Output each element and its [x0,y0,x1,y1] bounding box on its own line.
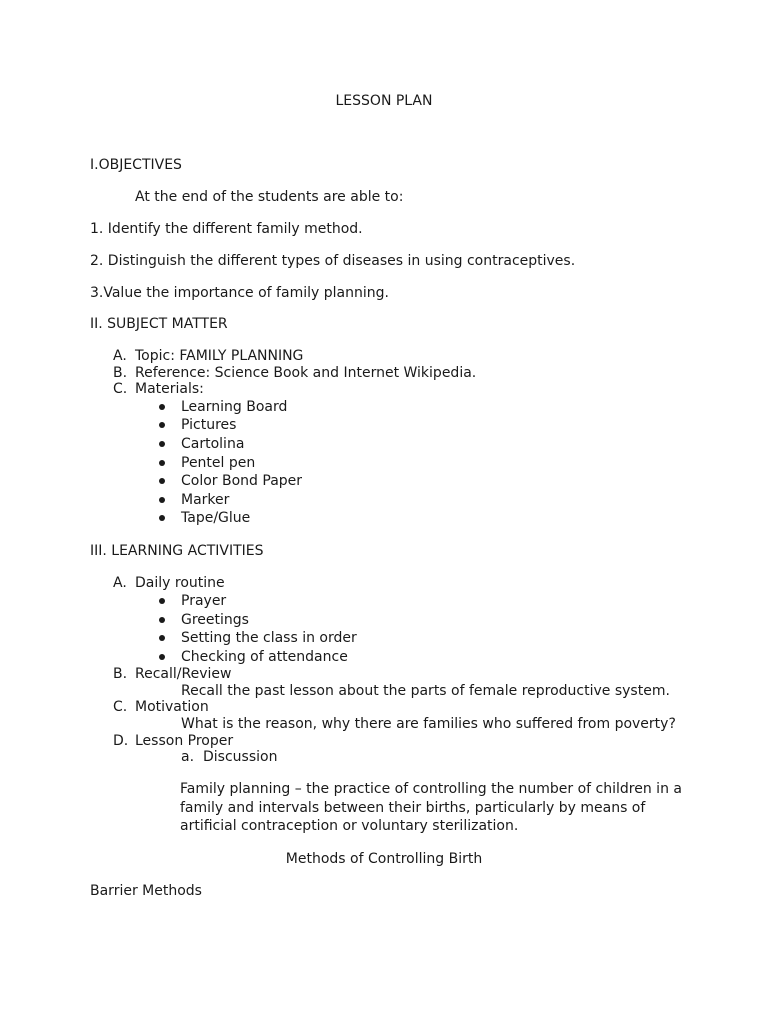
objective-item-2: 2. Distinguish the different types of diseases in using contraceptives. [90,253,576,269]
document-title: LESSON PLAN [335,93,433,109]
reference-line: Reference: Science Book and Internet Wikipedia. [135,365,477,381]
bullet-icon [159,515,165,521]
bullet-icon [159,617,165,623]
bullet-icon [159,460,165,466]
methods-heading: Methods of Controlling Birth [285,851,483,867]
material-item: Pictures [181,417,237,433]
discussion-label: Discussion [203,749,278,765]
recall-review-text: Recall the past lesson about the parts of female reproductive system. [181,683,670,699]
bullet-icon [159,441,165,447]
motivation-label: Motivation [135,699,209,715]
motivation-text: What is the reason, why there are families who suffered from poverty? [181,716,676,732]
subject-matter-heading: II. SUBJECT MATTER [90,316,228,332]
bullet-icon [159,404,165,410]
bullet-icon [159,654,165,660]
bullet-icon [159,598,165,604]
list-marker: B. [113,666,128,682]
objectives-intro: At the end of the students are able to: [135,189,404,205]
topic-line: Topic: FAMILY PLANNING [135,348,304,364]
list-marker: B. [113,365,128,381]
material-item: Learning Board [181,399,288,415]
daily-routine-label: Daily routine [135,575,225,591]
lesson-proper-label: Lesson Proper [135,733,234,749]
routine-item: Checking of attendance [181,649,348,665]
objective-item-1: 1. Identify the different family method. [90,221,363,237]
list-marker: C. [113,381,128,397]
routine-item: Prayer [181,593,227,609]
list-marker: D. [113,733,129,749]
material-item: Cartolina [181,436,245,452]
material-item: Pentel pen [181,455,256,471]
objective-item-3: 3.Value the importance of family planning. [90,285,389,301]
routine-item: Setting the class in order [181,630,357,646]
list-marker: C. [113,699,128,715]
material-item: Tape/Glue [181,510,251,526]
bullet-icon [159,635,165,641]
family-planning-definition: Family planning – the practice of controlling the number of children in a family and intervals between their births, particularly by means of artificial contraception or voluntary sterilization. [180,781,682,834]
bullet-icon [159,478,165,484]
list-marker: A. [113,348,127,364]
list-marker: a. [181,749,195,765]
material-item: Color Bond Paper [181,473,303,489]
routine-item: Greetings [181,612,249,628]
materials-label: Materials: [135,381,204,397]
bullet-icon [159,497,165,503]
list-marker: A. [113,575,127,591]
bullet-icon [159,422,165,428]
learning-activities-heading: III. LEARNING ACTIVITIES [90,543,264,559]
material-item: Marker [181,492,230,508]
recall-review-label: Recall/Review [135,666,232,682]
objectives-heading: I.OBJECTIVES [90,157,182,173]
barrier-methods-heading: Barrier Methods [90,883,202,899]
